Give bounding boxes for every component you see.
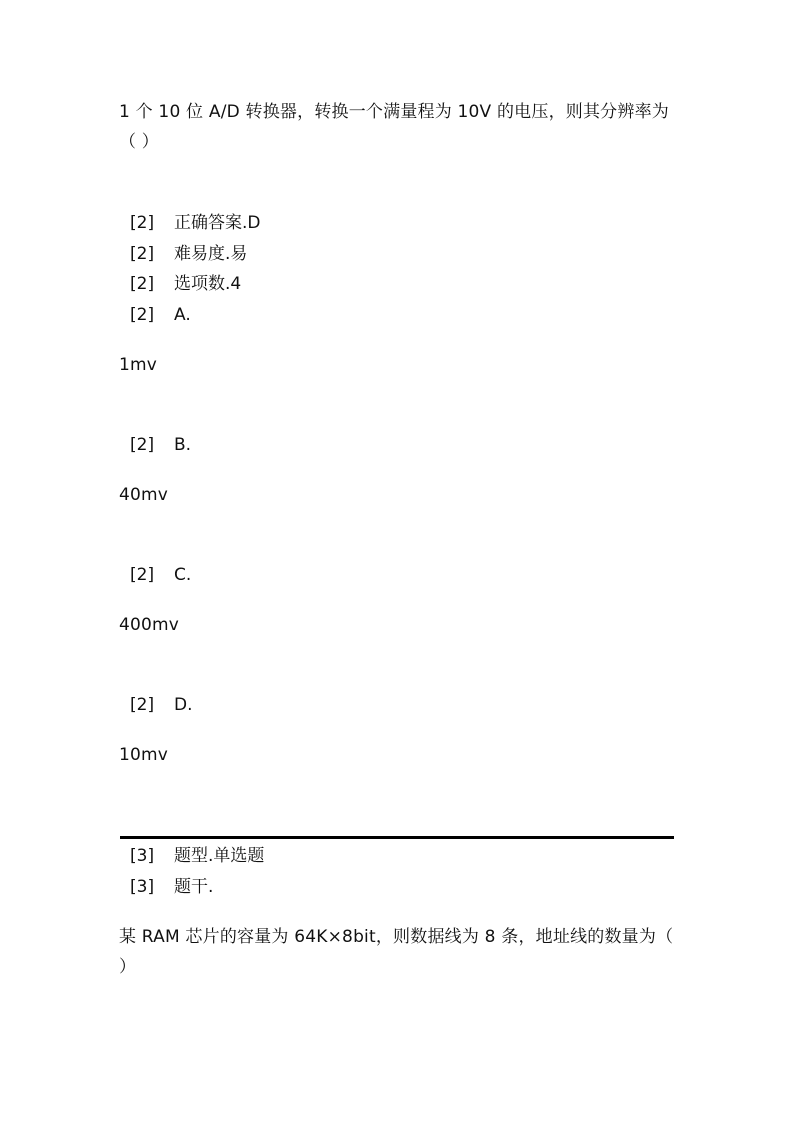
option-count: 选项数.4: [174, 274, 242, 294]
option-d-label: [130, 690, 193, 720]
correct-answer: 正确答案.D: [174, 213, 261, 233]
question-tag: [2]: [130, 274, 155, 294]
question-tag: [2]: [130, 244, 155, 264]
option-c-text: 400mv: [119, 615, 180, 635]
option-letter: D.: [174, 695, 193, 715]
option-count-line: [130, 269, 241, 299]
question-2-stem: 1 个 10 位 A/D 转换器，转换一个满量程为 10V 的电压，则其分辨率为（ ）: [119, 102, 669, 152]
difficulty: 难易度.易: [174, 244, 248, 264]
option-a-text: 1mv: [119, 355, 158, 375]
question-stem-label-line: [130, 872, 213, 902]
question-type: 题型.单选题: [174, 846, 265, 866]
question-tag: [2]: [130, 435, 155, 455]
option-d-text: 10mv: [119, 745, 169, 765]
option-b-text: 40mv: [119, 485, 169, 505]
option-letter: A.: [174, 305, 191, 325]
question-type-line: [130, 841, 264, 871]
question-tag: [2]: [130, 565, 155, 585]
answer-line: [130, 208, 261, 238]
question-tag: [2]: [130, 695, 155, 715]
question-tag: [3]: [130, 877, 155, 897]
question-stem-label: 题干.: [174, 877, 214, 897]
question-3-stem: 某 RAM 芯片的容量为 64K×8bit，则数据线为 8 条，地址线的数量为（ ）: [119, 927, 674, 977]
option-b-label: [130, 430, 191, 460]
option-c-label: [130, 560, 191, 590]
question-tag: [2]: [130, 305, 155, 325]
option-letter: B.: [174, 435, 192, 455]
difficulty-line: [130, 239, 247, 269]
option-letter: C.: [174, 565, 192, 585]
question-tag: [2]: [130, 213, 155, 233]
option-a-label: [130, 300, 191, 330]
question-tag: [3]: [130, 846, 155, 866]
question-divider: [120, 836, 674, 839]
